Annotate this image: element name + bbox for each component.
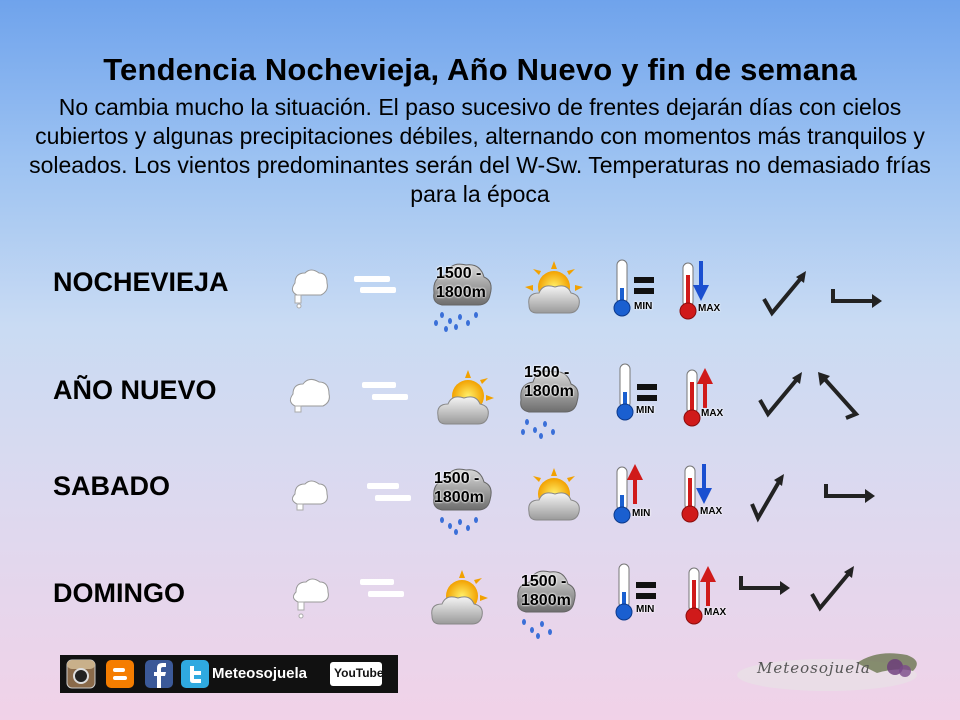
- sun-cloud-icon: [525, 468, 583, 526]
- snow-level-label: [436, 264, 486, 302]
- wind-arrow-w-icon: [830, 289, 882, 309]
- arrow-down-icon: [696, 464, 712, 504]
- snow-level-top: 1500 -: [434, 470, 480, 487]
- snow-level-label: [434, 469, 484, 507]
- snow-level-bottom: 1800m: [524, 383, 574, 400]
- thermometer-min-icon: [613, 362, 637, 422]
- day-label: SABADO: [53, 471, 171, 501]
- youtube-icon[interactable]: [330, 662, 382, 686]
- min-label: MIN: [634, 301, 653, 312]
- fog-cloud-icon: [287, 265, 331, 309]
- blogger-icon[interactable]: [105, 659, 135, 689]
- page-title: Tendencia Nochevieja, Año Nuevo y fin de semana: [103, 52, 857, 87]
- snow-level-top: 1500 -: [436, 265, 482, 282]
- wind-arrow-sw-icon: [758, 269, 808, 319]
- arrow-up-icon: [627, 464, 643, 504]
- thermometer-min-icon: [612, 562, 636, 622]
- snow-level-bottom: 1800m: [434, 489, 484, 506]
- equal-trend-icon: [634, 580, 658, 602]
- brand-name: Meteosojuela: [212, 665, 308, 682]
- equal-wind-icon: [360, 380, 410, 404]
- sun-cloud-icon: [434, 370, 494, 430]
- equal-trend-icon: [632, 275, 656, 297]
- day-row-domingo: [0, 560, 960, 650]
- meteosojuela-logo: [737, 645, 925, 695]
- thermometer-min-icon: [610, 258, 634, 318]
- wind-arrow-w-icon: [823, 484, 875, 504]
- youtube-label: YouTube: [334, 666, 384, 680]
- sun-cloud-icon: [525, 261, 583, 319]
- wind-arrow-nw-icon: [816, 372, 860, 420]
- snow-level-bottom: 1800m: [521, 592, 571, 609]
- snow-level-label: [521, 572, 571, 610]
- min-label: MIN: [632, 508, 651, 519]
- arrow-up-icon: [700, 566, 716, 606]
- min-label: MIN: [636, 604, 655, 615]
- day-row-sabado: [0, 460, 960, 550]
- arrow-down-icon: [693, 261, 709, 301]
- day-label: AÑO NUEVO: [53, 375, 217, 405]
- page-subtitle: No cambia mucho la situación. El paso sucesivo de frentes dejarán días con cielos cubiertos y algunas precipitaciones débiles, alternando con momentos más tranquilos y soleados. Los vientos predominantes serán del W-Sw. Temperaturas no demasiado frías para la época: [29, 94, 931, 207]
- day-label: NOCHEVIEJA: [53, 267, 229, 297]
- max-label: MAX: [701, 408, 724, 419]
- social-bar: [60, 655, 398, 693]
- snow-level-top: 1500 -: [521, 573, 567, 590]
- sun-cloud-icon: [428, 570, 488, 630]
- equal-trend-icon: [635, 382, 659, 404]
- min-label: MIN: [636, 405, 655, 416]
- day-row-nochevieja: [0, 255, 960, 345]
- max-label: MAX: [698, 303, 721, 314]
- max-label: MAX: [700, 506, 723, 517]
- logo-text: Meteosojuela: [757, 659, 871, 677]
- instagram-icon[interactable]: [66, 659, 96, 689]
- snow-level-label: [524, 363, 574, 401]
- equal-wind-icon: [350, 275, 398, 297]
- wind-arrow-w-icon: [738, 576, 790, 596]
- wind-arrow-sw-icon: [806, 564, 856, 614]
- facebook-icon[interactable]: [144, 659, 174, 689]
- fog-cloud-icon: [290, 574, 332, 622]
- wind-arrow-sw-icon: [754, 370, 804, 420]
- fog-cloud-icon: [285, 374, 335, 418]
- snow-level-top: 1500 -: [524, 364, 570, 381]
- arrow-up-icon: [697, 368, 713, 408]
- equal-wind-icon: [365, 482, 413, 506]
- max-label: MAX: [704, 607, 727, 618]
- day-row-ano-nuevo: [0, 360, 960, 450]
- day-label: DOMINGO: [53, 578, 185, 608]
- fog-cloud-icon: [289, 476, 331, 516]
- wind-arrow-sw-icon: [748, 472, 788, 524]
- equal-wind-icon: [358, 578, 406, 602]
- snow-level-bottom: 1800m: [436, 284, 486, 301]
- twitter-icon[interactable]: [180, 659, 210, 689]
